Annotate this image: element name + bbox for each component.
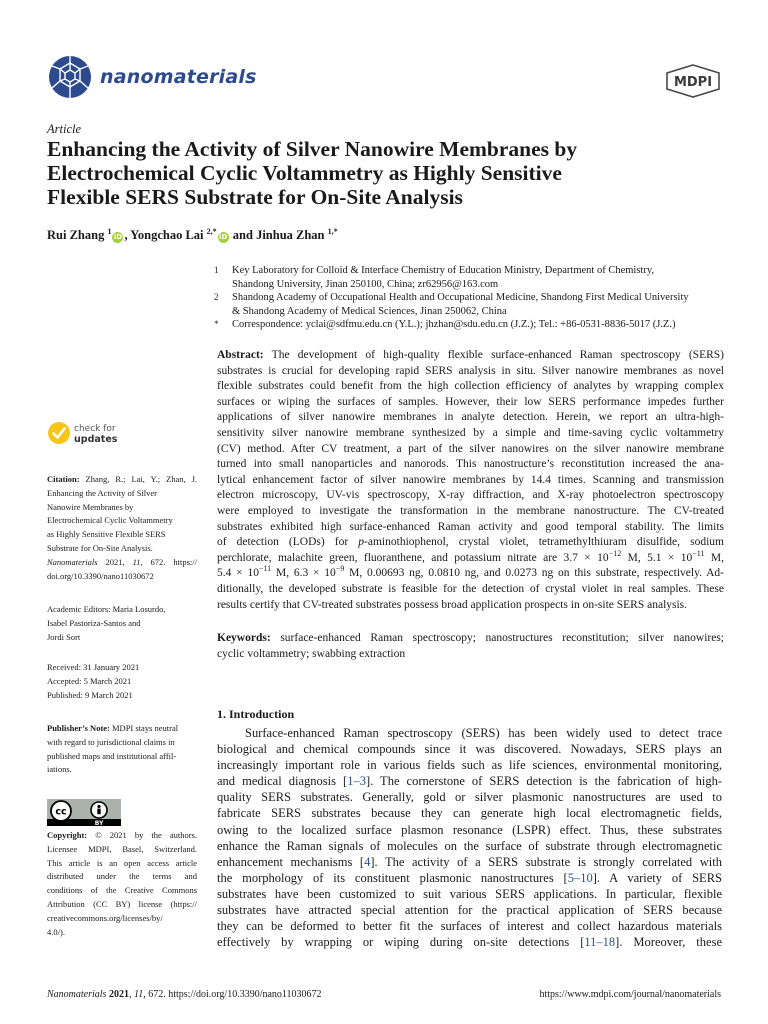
cc-text: cc bbox=[55, 806, 67, 818]
affiliation-marker: 2,* bbox=[206, 226, 217, 236]
affiliation-marker: * bbox=[214, 319, 219, 329]
mdpi-logo-text: MDPI bbox=[673, 75, 713, 90]
title-line: Enhancing the Activity of Silver Nanowire Membranes by bbox=[47, 137, 578, 161]
citation-link[interactable]: 4 bbox=[364, 854, 371, 869]
author-name[interactable]: Jinhua Zhan bbox=[256, 228, 325, 242]
affiliation-marker: 2 bbox=[214, 292, 219, 302]
by-text: BY bbox=[94, 820, 104, 826]
section-heading: 1. Introduction bbox=[217, 707, 295, 721]
copyright-notice: Copyright: © 2021 by the authors. Licensee MDPI, Basel, Switzerland. This article is an open access article distributed under the terms and conditions of the Creative Commons Attribution (CC BY) license (https:// creativecommons.org/licenses/by/ 4.0/). bbox=[47, 830, 197, 937]
article-type: Article bbox=[47, 122, 82, 136]
orcid-icon[interactable]: iD bbox=[113, 233, 123, 241]
check-updates-icon bbox=[48, 422, 70, 444]
citation-link[interactable]: 5–10 bbox=[567, 870, 593, 885]
mdpi-logo-icon bbox=[664, 64, 722, 98]
academic-editors: Academic Editors: Maria Losurdo, Isabel Pastoriza-Santos and Jordi Sort bbox=[47, 604, 166, 642]
affiliation-marker: 1,* bbox=[327, 226, 338, 236]
cc-by-license-icon[interactable] bbox=[47, 799, 121, 826]
keywords: Keywords: surface-enhanced Raman spectroscopy; nanostructures reconstitution; silver nanowires; cyclic voltammetry; swabbing extraction bbox=[217, 632, 724, 660]
citation-link[interactable]: 1–3 bbox=[347, 774, 366, 789]
journal-name: nanomaterials bbox=[100, 66, 257, 88]
check-updates-line1: check for bbox=[74, 424, 116, 434]
check-updates-line2: updates bbox=[74, 434, 118, 445]
footer-citation: Nanomaterials 2021, 11, 672. https://doi.org/10.3390/nano11030672 bbox=[47, 989, 322, 1000]
author-list: Rui Zhang $^1$iD , Yongchao Lai $^{2,*}$iD and Jinhua Zhan $^{1,*}$ bbox=[47, 226, 338, 242]
author-name[interactable]: Rui Zhang bbox=[47, 228, 105, 242]
intro-body: Surface-enhanced Raman spectroscopy (SERS) has been widely used to detect trace biological and chemical compounds since it was discovered. Nowadays, SERS plays an increasingly important role in various fields such as life sciences, environmental monitoring, and medical diagnosis [1–3]. The cornerstone of SERS detection is the fabrication of high- quality SERS substrates. Generally, gold or silver plasmonic nanostructures are used to fabricate SERS substrates because they can generate high local electromagnetic fields, owing to the localized surface plasmon resonance (LSPR) effect. Thus, these substrates enhance the Raman signals of molecules on the surface of substrate through electromagnetic enhancement mechanisms [4]. The activity of a SERS substrate is strongly correlated with the morphology of its constituent plasmonic nanostructures [5–10]. A variety of SERS substrates have been customized to suit various SERS applications. In particular, flexible substrates have attracted special attention for the practical application of SERS because they can be deformed to better fit the surfaces of interest and collect hazardous materials effectively by wrapping or wiping during on-site detections [11–18]. Moreover, these bbox=[217, 726, 722, 950]
title-line: Electrochemical Cyclic Voltammetry as Highly Sensitive bbox=[47, 161, 562, 185]
abstract-label: Abstract: bbox=[217, 349, 264, 361]
author-name[interactable]: Yongchao Lai bbox=[130, 228, 204, 242]
footer-journal-url[interactable]: https://www.mdpi.com/journal/nanomaterials bbox=[539, 989, 721, 1000]
affiliation-marker: 1 bbox=[107, 226, 112, 236]
affiliation-marker: 1 bbox=[214, 265, 219, 275]
keywords-label: Keywords: bbox=[217, 632, 271, 644]
doi-link[interactable]: doi.org/10.3390/nano11030672 bbox=[47, 570, 154, 581]
check-for-updates-button[interactable] bbox=[47, 420, 157, 446]
publisher-note: Publisher’s Note: MDPI stays neutral with regard to jurisdictional claims in published maps and institutional affil- iations. bbox=[47, 723, 179, 775]
footer-doi-link[interactable]: , 672. https://doi.org/10.3390/nano11030672 bbox=[143, 989, 322, 1000]
publication-dates: Received: 31 January 2021 Accepted: 5 March 2021 Published: 9 March 2021 bbox=[47, 662, 140, 700]
citation-block: Citation: Zhang, R.; Lai, Y.; Zhan, J. Enhancing the Activity of Silver Nanowire Membranes by Electrochemical Cyclic Voltammetry as Highly Sensitive Flexible SERS Substrate for On-Site Analysis. Nanomaterials 2021, 11, 672. https:// doi.org/10.3390/nano11030672 bbox=[47, 473, 197, 583]
abstract: Abstract: The development of high-quality flexible surface-enhanced Raman spectroscopy (SERS) substrates is crucial for developing rapid SERS analysis in situ. Silver nanowire membranes as novel flexible substrates could benefit from the high collection efficiency of analytes by wrapping complex surfaces or wiping the surfaces of samples. However, their low SERS performance impedes further applications of silver nanowire membranes in analyte detection. Herein, we report an ultra-high- sensitivity silver nanowire membrane synthesized by a simple and time-saving cyclic voltammetry (CV) method. After CV treatment, a part of the silver nanowires on the silver nanowire membrane turned into small nanoparticles and nanorods. This nanostructure’s reconstitution increased the ana- lytical enhancement factor of silver nanowire membranes by 14.4 times. Scanning and transmission electron microscopy, UV-vis spectroscopy, X-ray diffraction, and X-ray photoelectron spectroscopy were employed to investigate the transformation in the membrane nanostructure. The CV-treated substrates exhibited high surface-enhanced Raman activity and good temporal stability. The limits of detection (LODs) for p-aminothiophenol, crystal violet, tetramethylthiuram disulfide, sodium perchlorate, malachite green, fluoranthene, and potassium nitrate are $3.7 \times 10^{-12}$ M, $5.1 \times 10^{-11}$ M, $5.4 \times 10^{-11}$ M, $6.3 \times 10^{-9}$ M, 0.00693 ng, 0.0810 ng, and 0.0273 ng on this substrate, respectively. Ad- ditionally, the developed substrate is feasible for the detection of crystal violet in real samples. These results certify that CV-treated substrates possess broad application prospects in on-site SERS analysis. bbox=[217, 349, 725, 611]
citation-link[interactable]: 11–18 bbox=[584, 935, 616, 950]
title-line: Flexible SERS Substrate for On-Site Analysis bbox=[47, 185, 463, 209]
orcid-icon[interactable]: iD bbox=[219, 233, 228, 241]
nanomaterials-logo-icon bbox=[47, 54, 93, 100]
article-title bbox=[47, 137, 727, 209]
license-link[interactable]: creativecommons.org/licenses/by/ bbox=[47, 912, 163, 923]
